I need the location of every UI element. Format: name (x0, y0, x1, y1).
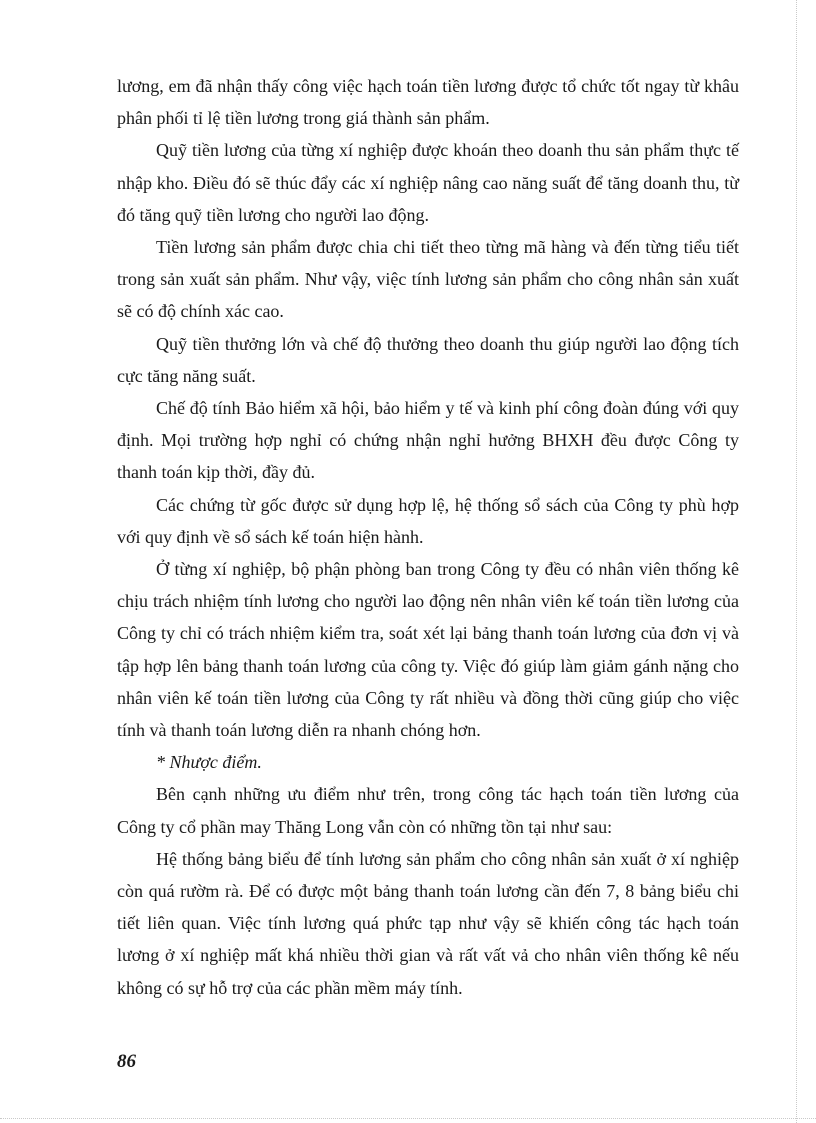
page-border-right (796, 0, 797, 1123)
paragraph-salary-fund: Quỹ tiền lương của từng xí nghiệp được khoán theo doanh thu sản phẩm thực tế nhập kho. Điều đó sẽ thúc đẩy các xí nghiệp nâng cao năng suất để tăng doanh thu, từ đó tăng quỹ tiền lương cho người lao động. (117, 140, 739, 225)
paragraph-statisticians: Ở từng xí nghiệp, bộ phận phòng ban trong Công ty đều có nhân viên thống kê chịu trách nhiệm tính lương cho người lao động nên nhân viên kế toán tiền lương của Công ty chỉ có trách nhiệm kiểm tra, soát xét lại bảng thanh toán lương của đơn vị và tập hợp lên bảng thanh toán lương của công ty. Việc đó giúp làm giảm gánh nặng cho nhân viên kế toán tiền lương của Công ty rất nhiều và đồng thời cũng giúp cho việc tính và thanh toán lương diễn ra nhanh chóng hơn. (117, 559, 739, 741)
paragraph-product-wage: Tiền lương sản phẩm được chia chi tiết theo từng mã hàng và đến từng tiểu tiết trong sản xuất sản phẩm. Như vậy, việc tính lương sản phẩm cho công nhân sản xuất sẽ có độ chính xác cao. (117, 237, 739, 322)
paragraph-insurance: Chế độ tính Bảo hiểm xã hội, bảo hiểm y tế và kinh phí công đoàn đúng với quy định. Mọi trường hợp nghỉ có chứng nhận nghỉ hưởng BHXH đều được Công ty thanh toán kịp thời, đầy đủ. (117, 398, 739, 483)
page-number: 86 (117, 1051, 136, 1072)
document-body (117, 70, 739, 1004)
paragraph-vouchers: Các chứng từ gốc được sử dụng hợp lệ, hệ thống sổ sách của Công ty phù hợp với quy định về sổ sách kế toán hiện hành. (117, 494, 739, 547)
paragraph-bonus-fund: Quỹ tiền thưởng lớn và chế độ thưởng theo doanh thu giúp người lao động tích cực tăng năng suất. (117, 333, 739, 386)
paragraph-continuation: lương, em đã nhận thấy công việc hạch toán tiền lương được tổ chức tốt ngay từ khâu phân phối tỉ lệ tiền lương trong giá thành sản phẩm. (117, 76, 739, 129)
section-heading-disadvantages: * Nhược điểm. (156, 752, 262, 773)
page-border-bottom (0, 1118, 816, 1119)
paragraph-table-system: Hệ thống bảng biểu để tính lương sản phẩm cho công nhân sản xuất ở xí nghiệp còn quá rườm rà. Để có được một bảng thanh toán lương cần đến 7, 8 bảng biểu chi tiết liên quan. Việc tính lương quá phức tạp như vậy sẽ khiến công tác hạch toán lương ở xí nghiệp mất khá nhiều thời gian và rất vất vả cho nhân viên thống kê nếu không có sự hỗ trợ của các phần mềm máy tính. (117, 848, 739, 998)
paragraph-intro-disadvantages: Bên cạnh những ưu điểm như trên, trong công tác hạch toán tiền lương của Công ty cổ phần may Thăng Long vẫn còn có những tồn tại như sau: (117, 784, 739, 837)
